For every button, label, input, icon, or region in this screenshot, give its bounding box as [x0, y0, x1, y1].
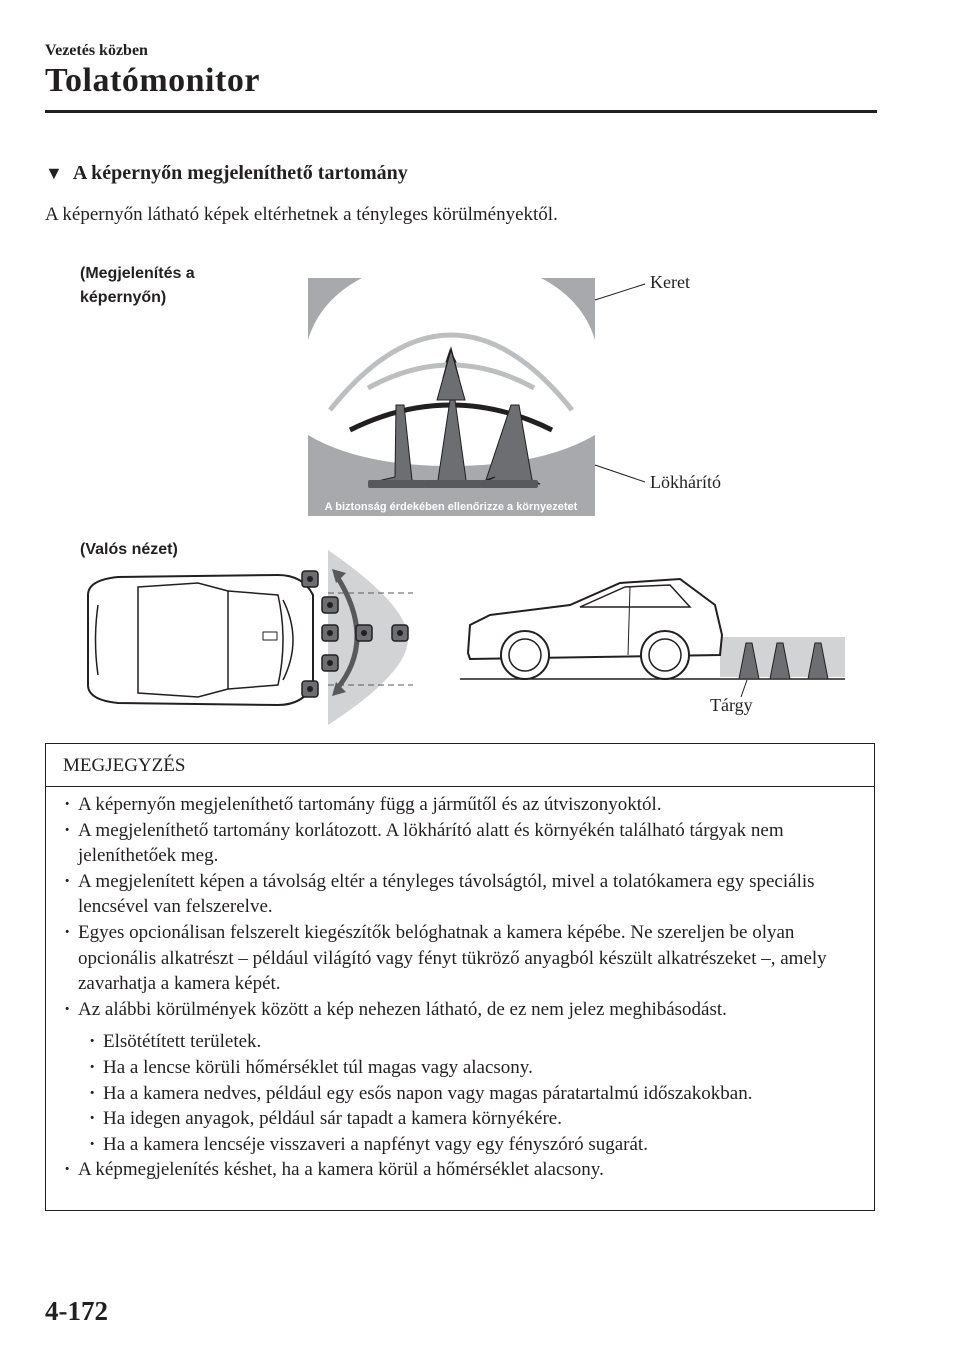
note-body [46, 787, 874, 1183]
note-subitem: · Ha idegen anyagok, például sár tapadt a kamera környékére. [88, 1106, 874, 1132]
subsection-heading-text: A képernyőn megjeleníthető tartomány [72, 162, 408, 184]
screen-view-label: (Megjelenítés a képernyőn) [80, 265, 195, 306]
note-subitem: · Ha a lencse körüli hőmérséklet túl magas vagy alacsony. [88, 1055, 874, 1081]
section-name: Vezetés közben [45, 42, 148, 59]
side-view-illustration [460, 575, 850, 700]
page-number: 4-172 [45, 1296, 108, 1326]
note-item: · Egyes opcionálisan felszerelt kiegészítők belóghatnak a kamera képébe. Ne szereljen be olyan opcionális alkatrészt – például világító vagy fényt tükröző anyagból készült alkatrészeket –, amely zavarhatja a kamera képét. [63, 920, 874, 997]
note-item: · Az alábbi körülmények között a kép nehezen látható, de ez nem jelez meghibásodást. [63, 997, 874, 1023]
title-rule [45, 110, 877, 113]
note-item: · A képmegjelenítés késhet, ha a kamera körül a hőmérséklet alacsony. [63, 1157, 874, 1183]
note-item: · A megjeleníthető tartomány korlátozott. A lökhárító alatt és környékén található tárgyak nem jeleníthetőek meg. [63, 818, 874, 869]
intro-text: A képernyőn látható képek eltérhetnek a tényleges körülményektől. [45, 204, 558, 225]
callout-object: Tárgy [710, 695, 753, 715]
real-view-label: (Valós nézet) [80, 541, 178, 558]
note-item: · A képernyőn megjeleníthető tartomány függ a járműtől és az útviszonyoktól. [63, 792, 874, 818]
callout-bumper: Lökhárító [650, 472, 721, 492]
screen-caption: A biztonság érdekében ellenőrizze a környezetet [324, 501, 578, 513]
triangle-marker-icon: ▼ [45, 163, 63, 183]
subsection-heading [45, 162, 408, 185]
callout-frame: Keret [650, 272, 690, 292]
note-subitem: · Ha a kamera nedves, például egy esős napon vagy magas páratartalmú időszakokban. [88, 1081, 874, 1107]
top-view-illustration [78, 545, 428, 725]
note-subitem: · Ha a kamera lencséje visszaveri a napfényt vagy egy fényszóró sugarát. [88, 1132, 874, 1158]
note-subitem: · Elsötétített területek. [88, 1029, 874, 1055]
note-title: MEGJEGYZÉS [46, 744, 874, 787]
note-box [45, 743, 875, 1211]
page-title: Tolatómonitor [45, 62, 260, 99]
note-item: · A megjelenített képen a távolság eltér a tényleges távolságtól, mivel a tolatókamera egy speciális lencsével van felszerelve. [63, 869, 874, 920]
